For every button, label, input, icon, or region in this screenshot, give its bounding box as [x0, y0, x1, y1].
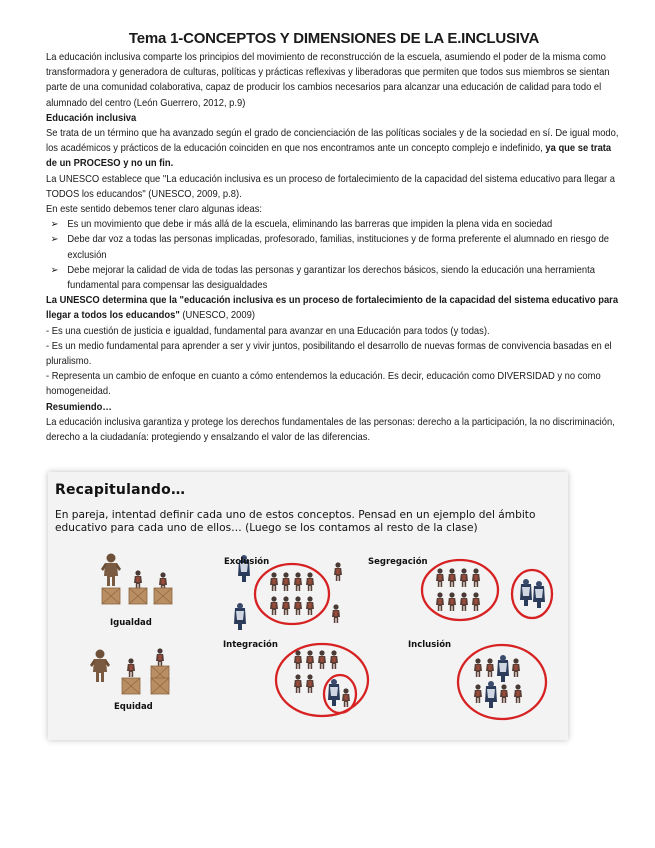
list-item: ➢ Es un movimiento que debe ir más allá de la escuela, eliminando las barreras que impiden la plena vida en sociedad	[46, 217, 622, 232]
ideas-intro: En este sentido debemos tener claro algunas ideas:	[46, 204, 263, 216]
label-equidad: Equidad	[114, 702, 153, 712]
unesco-definition	[46, 293, 622, 323]
label-integracion: Integración	[223, 640, 278, 650]
point-item: - Es un medio fundamental para aprender a ser y vivir juntos, posibilitando el desarrollo de nuevas formas de convivencia basadas en el pluralismo.	[46, 340, 612, 368]
segregacion-illustration	[422, 560, 552, 620]
point-item: - Representa un cambio de enfoque en cuanto a cómo entendemos la educación. Es decir, educación como DIVERSIDAD y no como homogeneidad.	[46, 371, 601, 398]
ideas-list	[46, 217, 622, 293]
concepts-illustration	[48, 472, 568, 740]
integracion-illustration	[276, 644, 368, 716]
list-item: ➢ Debe mejorar la calidad de vida de todas las personas y garantizar los derechos básicos, siendo la educación una herramienta fundamental para compensar las desigualdades	[46, 263, 622, 293]
equidad-illustration	[90, 648, 169, 694]
label-exclusion: Exclusión	[224, 557, 270, 567]
inclusion-illustration	[458, 645, 546, 719]
label-segregacion: Segregación	[368, 557, 428, 567]
point-item: - Es una cuestión de justicia e igualdad, fundamental para avanzar en una Educación para todos (y todas).	[46, 325, 490, 337]
unesco-quote: La UNESCO establece que "La educación inclusiva es un proceso de fortalecimiento de la capacidad del sistema educativo para llegar a TODOS los educandos" (UNESCO, 2009, p.8).	[46, 173, 615, 200]
section1-text: Se trata de un término que ha avanzado según el grado de concienciación de las políticas sociales y de la sociedad en sí. De igual modo, los académicos y prácticos de la educación coinciden en que nos encontramos ante un concepto complejo e indefinido,	[46, 128, 619, 155]
section1-paragraph	[46, 126, 622, 172]
document-page	[46, 30, 622, 445]
section-heading-educacion-inclusiva: Educación inclusiva	[46, 112, 137, 124]
label-inclusion: Inclusión	[408, 640, 452, 650]
unesco-definition-ref: (UNESCO, 2009)	[179, 310, 255, 322]
unesco-definition-bold: La UNESCO determina que la "educación inclusiva es un proceso de fortalecimiento de la capacidad del sistema educativo para llegar a todos los educandos"	[46, 295, 619, 322]
recapitulando-figure	[48, 472, 568, 740]
label-igualdad: Igualdad	[110, 618, 152, 628]
page-title: Tema 1-CONCEPTOS Y DIMENSIONES DE LA E.INCLUSIVA	[128, 30, 540, 47]
intro-paragraph: La educación inclusiva comparte los principios del movimiento de reconstrucción de la escuela, asumiendo el poder de la misma como transformadora y generadora de culturas, políticas y prácticas reflexivas y liberadoras que permiten que todos sus miembros se sientan parte de una comunidad colaborativa, capaz de producir los cambios necesarios para alcanzar una educación de calidad para todo el alumnado del centro (León Guerrero, 2012, p.9)	[46, 52, 610, 109]
summary-paragraph: La educación inclusiva garantiza y protege los derechos fundamentales de las personas: derecho a la participación, la no discriminación, derecho a la ciudadanía: protegiendo y ensalzando el valor de las diferencias.	[46, 416, 615, 444]
igualdad-illustration	[101, 554, 172, 605]
list-item: ➢ Debe dar voz a todas las personas implicadas, profesorado, familias, instituciones y de forma preferente el alumnado en riesgo de exclusión	[46, 232, 622, 262]
figure-instructions: En pareja, intentad definir cada uno de estos conceptos. Pensad en un ejemplo del ámbito educativo para cada uno de ellos… (Luego se los contamos al resto de la clase)	[55, 509, 536, 534]
section1-bold: ya que se trata de un PROCESO y no un fin.	[46, 143, 612, 170]
figure-title: Recapitulando…	[55, 482, 186, 498]
summary-heading: Resumiendo…	[46, 401, 112, 413]
